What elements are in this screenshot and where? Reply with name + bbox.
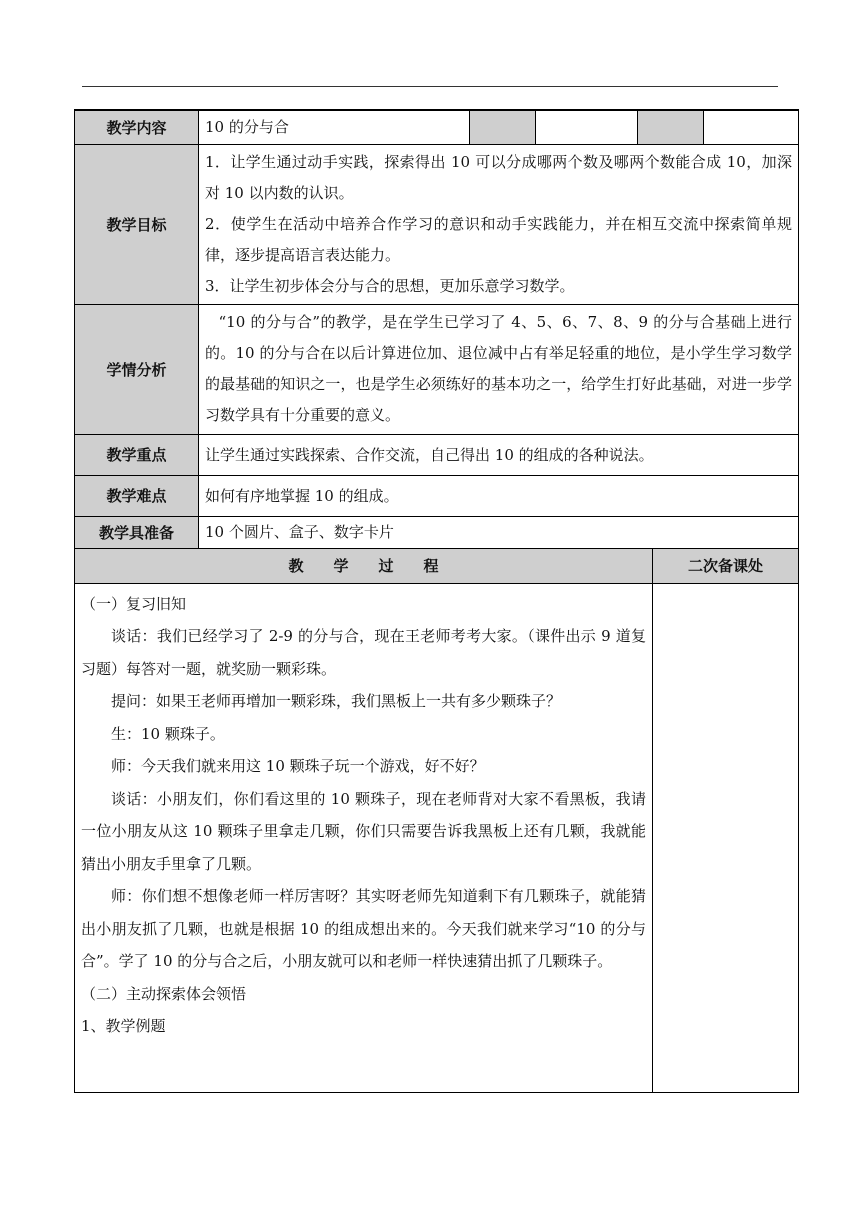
section-heading: （二）主动探索体会领悟 — [81, 984, 247, 1003]
label-teaching-goals: 教学目标 — [75, 144, 199, 304]
subsection-heading: 1、教学例题 — [81, 1017, 166, 1035]
process-paragraph: 提问：如果王老师再增加一颗彩珠，我们黑板上一共有多少颗珠子？ — [111, 692, 562, 710]
blank-shaded-cell — [470, 110, 536, 144]
process-paragraph: 谈话：我们已经学习了 2-9 的分与合，现在王老师考考大家。（课件出示 9 道复习题）每答对一题，就奖励一颗彩珠。 — [81, 627, 646, 678]
revision-header: 二次备课处 — [653, 548, 799, 583]
process-header: 教 学 过 程 — [75, 548, 653, 583]
label-materials: 教学具准备 — [75, 516, 199, 548]
value-difficulty: 如何有序地掌握 10 的组成。 — [199, 475, 799, 516]
value-student-analysis — [199, 304, 799, 434]
goal-item: 3．让学生初步体会分与合的思想，更加乐意学习数学。 — [205, 276, 575, 295]
value-teaching-content: 10 的分与合 — [199, 110, 470, 144]
goal-item: 2．使学生在活动中培养合作学习的意识和动手实践能力，并在相互交流中探索简单规律，逐步提高语言表达能力。 — [205, 214, 792, 264]
row-process-body — [75, 583, 799, 1092]
blank-cell — [536, 110, 638, 144]
section-heading: （一）复习旧知 — [81, 594, 187, 613]
revision-notes-cell — [653, 583, 799, 1092]
analysis-text: “10 的分与合”的教学，是在学生已学习了 4、5、6、7、8、9 的分与合基础上进行的。10 的分与合在以后计算进位加、退位减中占有举足轻重的地位，是小学生学习数学的最基础的知识之一，也是学生必须练好的基本功之一，给学生打好此基础，对进一步学习数学具有十分重要的意义。 — [205, 313, 792, 424]
label-difficulty: 教学难点 — [75, 475, 199, 516]
goal-item: 1．让学生通过动手实践，探索得出 10 可以分成哪两个数及哪两个数能合成 10，加深对 10 以内数的认识。 — [205, 152, 792, 202]
row-key-point — [75, 434, 799, 475]
row-difficulty — [75, 475, 799, 516]
process-paragraph: 师：你们想不想像老师一样厉害呀？其实呀老师先知道剩下有几颗珠子，就能猜出小朋友抓了几颗，也就是根据 10 的组成想出来的。今天我们就来学习“10 的分与合”。学了 10 的分与合之后，小朋友就可以和老师一样快速猜出抓了几颗珠子。 — [81, 887, 646, 970]
value-teaching-goals — [199, 144, 799, 304]
value-key-point: 让学生通过实践探索、合作交流，自己得出 10 的组成的各种说法。 — [199, 434, 799, 475]
row-teaching-content — [75, 110, 799, 144]
row-teaching-goals — [75, 144, 799, 304]
header-rule — [82, 86, 778, 87]
process-content — [75, 583, 653, 1092]
process-paragraph: 谈话：小朋友们，你们看这里的 10 颗珠子，现在老师背对大家不看黑板，我请一位小朋友从这 10 颗珠子里拿走几颗，你们只需要告诉我黑板上还有几颗，我就能猜出小朋友手里拿了几颗。 — [81, 789, 646, 873]
row-materials — [75, 516, 799, 548]
process-paragraph: 师：今天我们就来用这 10 颗珠子玩一个游戏，好不好？ — [111, 757, 485, 775]
lesson-plan-table — [74, 109, 798, 1093]
blank-cell — [704, 110, 799, 144]
label-student-analysis: 学情分析 — [75, 304, 199, 434]
label-key-point: 教学重点 — [75, 434, 199, 475]
blank-shaded-cell — [638, 110, 704, 144]
row-student-analysis — [75, 304, 799, 434]
label-teaching-content: 教学内容 — [75, 110, 199, 144]
value-materials: 10 个圆片、盒子、数字卡片 — [199, 516, 799, 548]
row-process-header — [75, 548, 799, 583]
process-paragraph: 生：10 颗珠子。 — [111, 724, 225, 743]
